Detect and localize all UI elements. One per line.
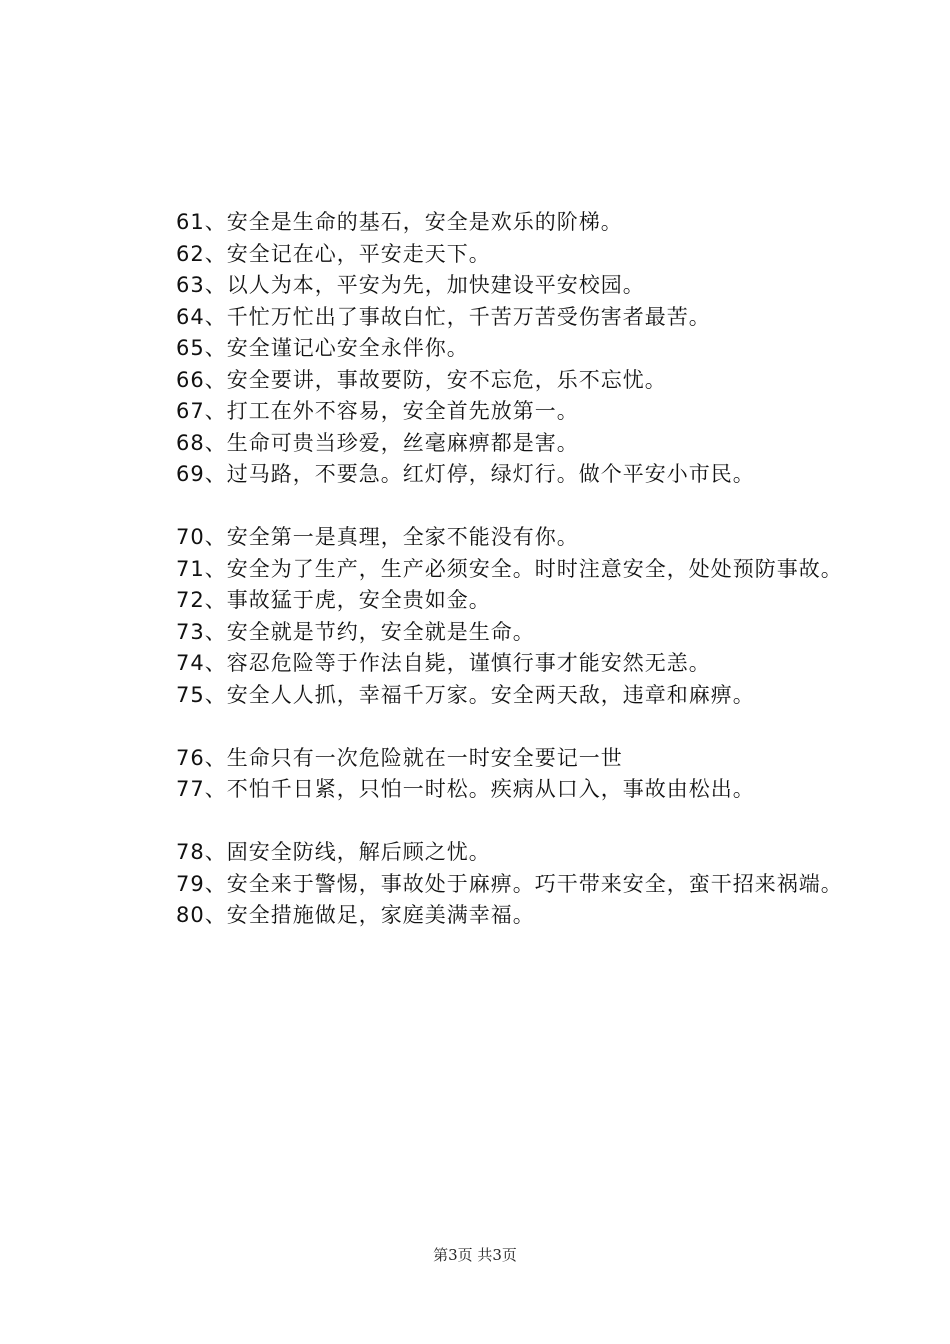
list-item: 74、容忍危险等于作法自毙，谨慎行事才能安然无恙。 [176, 651, 711, 675]
paragraph-gap [128, 491, 850, 523]
list-item: 70、安全第一是真理，全家不能没有你。 [176, 525, 579, 549]
list-item: 71、安全为了生产，生产必须安全。时时注意安全，处处预防事故。 [176, 556, 843, 581]
list-item: 78、固安全防线，解后顾之忧。 [176, 840, 491, 864]
list-item: 75、安全人人抓，幸福千万家。安全两天敌，违章和麻痹。 [176, 682, 755, 707]
paragraph-gap [128, 806, 850, 838]
list-item: 63、以人为本，平安为先，加快建设平安校园。 [176, 273, 645, 297]
list-item: 67、打工在外不容易，安全首先放第一。 [176, 399, 579, 423]
list-item: 73、安全就是节约，安全就是生命。 [176, 619, 535, 644]
list-item: 66、安全要讲，事故要防，安不忘危，乐不忘忧。 [176, 367, 667, 392]
list-item: 61、安全是生命的基石，安全是欢乐的阶梯。 [176, 210, 623, 234]
list-item: 79、安全来于警惕，事故处于麻痹。巧干带来安全，蛮干招来祸端。 [176, 871, 843, 896]
slogan-list [128, 207, 850, 932]
list-item: 65、安全谨记心安全永伴你。 [176, 336, 469, 360]
list-item: 69、过马路，不要急。红灯停，绿灯行。做个平安小市民。 [176, 462, 755, 486]
list-item: 62、安全记在心，平安走天下。 [176, 241, 491, 266]
list-item: 80、安全措施做足，家庭美满幸福。 [176, 903, 535, 927]
list-item: 72、事故猛于虎，安全贵如金。 [176, 588, 491, 612]
list-item: 64、千忙万忙出了事故白忙，千苦万苦受伤害者最苦。 [176, 304, 711, 329]
page-footer: 第3页 共3页 [433, 1246, 517, 1264]
paragraph-gap [128, 711, 850, 743]
list-item: 76、生命只有一次危险就在一时安全要记一世 [176, 745, 623, 770]
list-item: 68、生命可贵当珍爱，丝毫麻痹都是害。 [176, 430, 579, 455]
list-item: 77、不怕千日紧，只怕一时松。疾病从口入，事故由松出。 [176, 777, 755, 801]
